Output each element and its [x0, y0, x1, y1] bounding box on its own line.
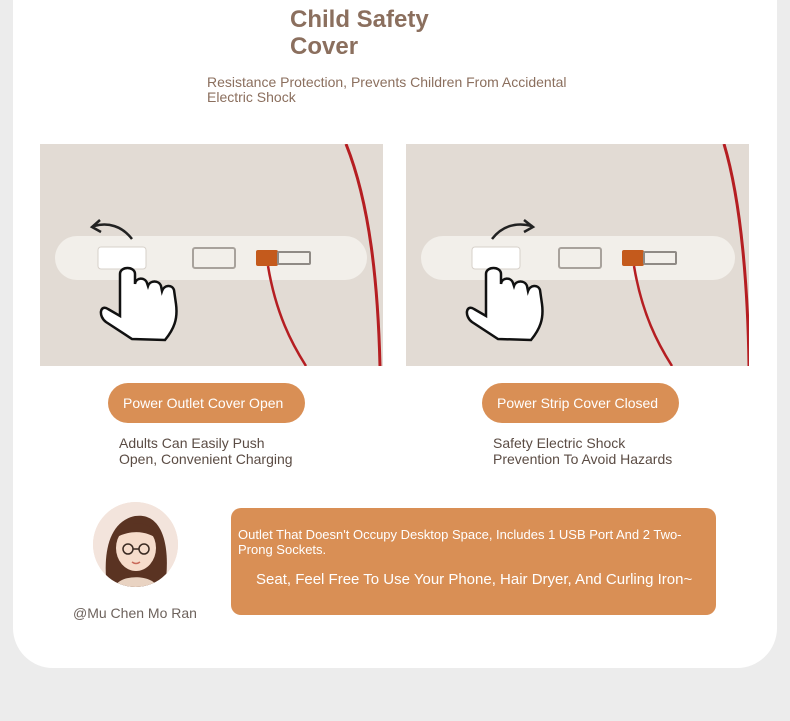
- description-line: Adults Can Easily Push: [119, 435, 265, 451]
- feature-description-closed: [493, 435, 713, 467]
- description-line: Open, Convenient Charging: [119, 451, 293, 467]
- feature-label-closed: Power Strip Cover Closed: [482, 383, 679, 423]
- page-subtitle: Resistance Protection, Prevents Children From Accidental Electric Shock: [207, 74, 567, 105]
- page-title: [290, 6, 510, 60]
- outlet-open-photo: [40, 144, 383, 366]
- feature-description-open: [119, 435, 339, 467]
- strip-closed-photo: [406, 144, 749, 366]
- review-text-primary: Outlet That Doesn't Occupy Desktop Space, Includes 1 USB Port And 2 Two-Prong Sockets.: [238, 527, 682, 557]
- feature-label-open: Power Outlet Cover Open: [108, 383, 305, 423]
- title-line-1: Child Safety: [290, 6, 429, 33]
- description-line: Safety Electric Shock: [493, 435, 626, 451]
- review-box: [231, 508, 716, 615]
- reviewer-avatar: [93, 502, 178, 587]
- review-text-secondary: Seat, Feel Free To Use Your Phone, Hair Dryer, And Curling Iron~: [256, 571, 693, 588]
- title-line-2: Cover: [290, 33, 359, 60]
- reviewer-username: @Mu Chen Mo Ran: [73, 605, 197, 621]
- description-line: Prevention To Avoid Hazards: [493, 451, 673, 467]
